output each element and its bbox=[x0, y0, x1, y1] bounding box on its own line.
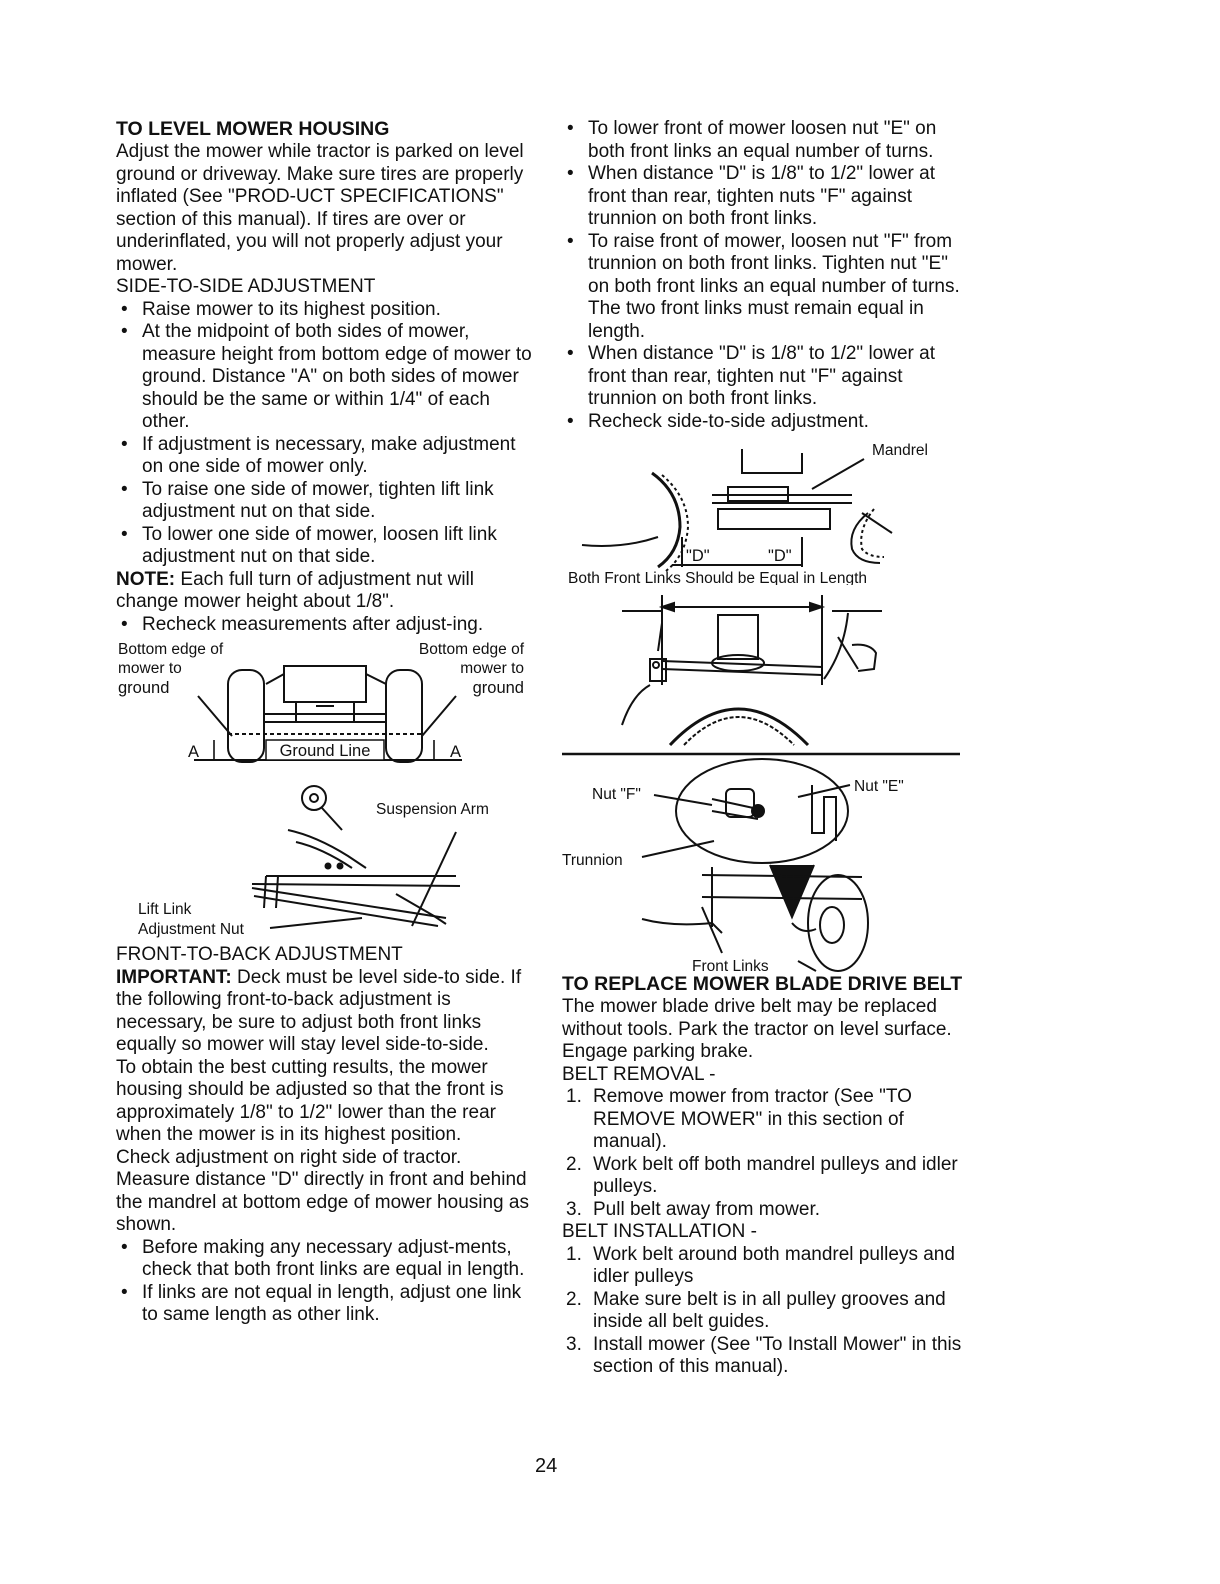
fig2-suspension-arm-label: Suspension Arm bbox=[376, 801, 489, 818]
check-adjustment-paragraph: Check adjustment on right side of tractor. Measure distance "D" directly in front and behind the mandrel at bottom edge of mower housing as shown. bbox=[116, 1146, 529, 1235]
belt-installation-steps bbox=[562, 1244, 974, 1379]
figure-front-links-length bbox=[562, 585, 974, 751]
fig3-mandrel-label: Mandrel bbox=[872, 442, 928, 459]
list-item: • When distance "D" is 1/8" to 1/2" lower at front than rear, tighten nuts "F" against trunnion on both front links. bbox=[567, 163, 935, 229]
belt-installation-heading: BELT INSTALLATION - bbox=[562, 1221, 757, 1242]
fig5-trunnion-label: Trunnion bbox=[562, 852, 623, 869]
front-adjust-bullets bbox=[562, 118, 974, 433]
list-item: 3. Pull belt away from mower. bbox=[566, 1198, 821, 1220]
list-item: • When distance "D" is 1/8" to 1/2" lower at front than rear, tighten nut "F" against trunnion on both front links. bbox=[567, 343, 935, 409]
section-heading-level-mower: TO LEVEL MOWER HOUSING bbox=[116, 118, 390, 140]
list-item: • Raise mower to its highest position. bbox=[121, 298, 441, 320]
fig3-d-right: "D" bbox=[768, 547, 792, 565]
list-item: 3. Install mower (See "To Install Mower" in this section of this manual). bbox=[566, 1333, 962, 1377]
list-item: • To raise one side of mower, tighten lift link adjustment nut on that side. bbox=[121, 478, 494, 522]
fig1-label-left-3: ground bbox=[118, 679, 170, 697]
front-to-back-bullets bbox=[116, 1237, 532, 1327]
best-results-paragraph: To obtain the best cutting results, the mower housing should be adjusted so that the front is approximately 1/8" to 1/2" lower than the rear when the mower is in its highest position. bbox=[116, 1056, 504, 1145]
fig1-label-right-1: Bottom edge of bbox=[418, 641, 524, 658]
side-to-side-bullets bbox=[116, 299, 532, 569]
intro-paragraph: Adjust the mower while tractor is parked on level ground or driveway. Make sure tires are properly inflated (See "PROD-UCT SPECIFICATIONS" section of this manual). If tires are over or underinflated, you will not properly adjust your mower. bbox=[116, 141, 524, 275]
fig1-label-right-2: mower to bbox=[460, 660, 524, 677]
fig5-front-links-label: Front Links bbox=[692, 958, 769, 973]
fig1-distance-a-left: A bbox=[188, 743, 200, 761]
left-column bbox=[116, 118, 532, 1327]
list-item: 1. Work belt around both mandrel pulleys and idler pulleys bbox=[566, 1243, 955, 1287]
belt-intro-paragraph: The mower blade drive belt may be replaced without tools. Park the tractor on level surface. Engage parking brake. bbox=[562, 996, 952, 1062]
fig3-caption: Both Front Links Should be Equal in Length bbox=[568, 570, 868, 585]
recheck-bullet bbox=[116, 614, 532, 637]
important-label: IMPORTANT: bbox=[116, 966, 232, 988]
fig5-nut-f-label: Nut "F" bbox=[592, 786, 641, 803]
side-to-side-heading: SIDE-TO-SIDE ADJUSTMENT bbox=[116, 276, 376, 297]
front-to-back-heading: FRONT-TO-BACK ADJUSTMENT bbox=[116, 944, 403, 965]
right-column bbox=[562, 118, 974, 1379]
fig5-nut-e-label: Nut "E" bbox=[854, 778, 904, 795]
list-item: • Recheck measurements after adjust-ing. bbox=[121, 613, 484, 635]
figure-side-to-side bbox=[116, 636, 532, 776]
figure-trunnion-nuts bbox=[562, 757, 974, 973]
note-paragraph: NOTE: Each full turn of adjustment nut will change mower height about 1/8". bbox=[116, 568, 474, 612]
important-paragraph: IMPORTANT: Deck must be level side-to side. If the following front-to-back adjustment is necessary, be sure to adjust both front links equally so mower will stay level side-to-side. bbox=[116, 966, 522, 1055]
list-item: • To lower one side of mower, loosen lift link adjustment nut on that side. bbox=[121, 523, 497, 567]
list-item: • If links are not equal in length, adjust one link to same length as other link. bbox=[121, 1281, 522, 1325]
list-item: • To raise front of mower, loosen nut "F" from trunnion on both front links. Tighten nut "E" on both front links an equal number of turns. The two front links must remain equal in length. bbox=[567, 230, 960, 342]
section-heading-replace-belt: TO REPLACE MOWER BLADE DRIVE BELT bbox=[562, 973, 963, 995]
fig1-distance-a-right: A bbox=[450, 743, 462, 761]
fig1-label-right-3: ground bbox=[472, 679, 524, 697]
list-item: • Before making any necessary adjust-ments, check that both front links are equal in length. bbox=[121, 1236, 525, 1280]
belt-removal-heading: BELT REMOVAL - bbox=[562, 1063, 716, 1085]
list-item: • If adjustment is necessary, make adjustment on one side of mower only. bbox=[121, 433, 516, 477]
fig1-label-left-2: mower to bbox=[118, 660, 182, 677]
note-label: NOTE: bbox=[116, 568, 176, 590]
fig2-adjustment-nut-label: Adjustment Nut bbox=[138, 921, 244, 938]
list-item: • At the midpoint of both sides of mower, measure height from bottom edge of mower to ground. Distance "A" on both sides of mower should be the same or within 1/4" of each other. bbox=[121, 321, 532, 432]
page-number: 24 bbox=[535, 1455, 558, 1477]
list-item: • Recheck side-to-side adjustment. bbox=[567, 410, 869, 432]
fig3-d-left: "D" bbox=[686, 547, 710, 565]
list-item: 1. Remove mower from tractor (See "TO REMOVE MOWER" in this section of manual). bbox=[566, 1086, 912, 1152]
list-item: 2. Make sure belt is in all pulley grooves and inside all belt guides. bbox=[566, 1288, 946, 1332]
belt-removal-steps bbox=[562, 1086, 974, 1221]
figure-suspension-arm bbox=[116, 776, 532, 944]
list-item: • To lower front of mower loosen nut "E" on both front links an equal number of turns. bbox=[567, 118, 937, 162]
fig2-lift-link-label: Lift Link bbox=[138, 901, 192, 918]
fig1-label-left-1: Bottom edge of bbox=[118, 641, 224, 658]
figure-mandrel-distance bbox=[562, 433, 974, 585]
list-item: 2. Work belt off both mandrel pulleys and idler pulleys. bbox=[566, 1153, 958, 1197]
fig1-ground-line-label: Ground Line bbox=[279, 742, 371, 760]
